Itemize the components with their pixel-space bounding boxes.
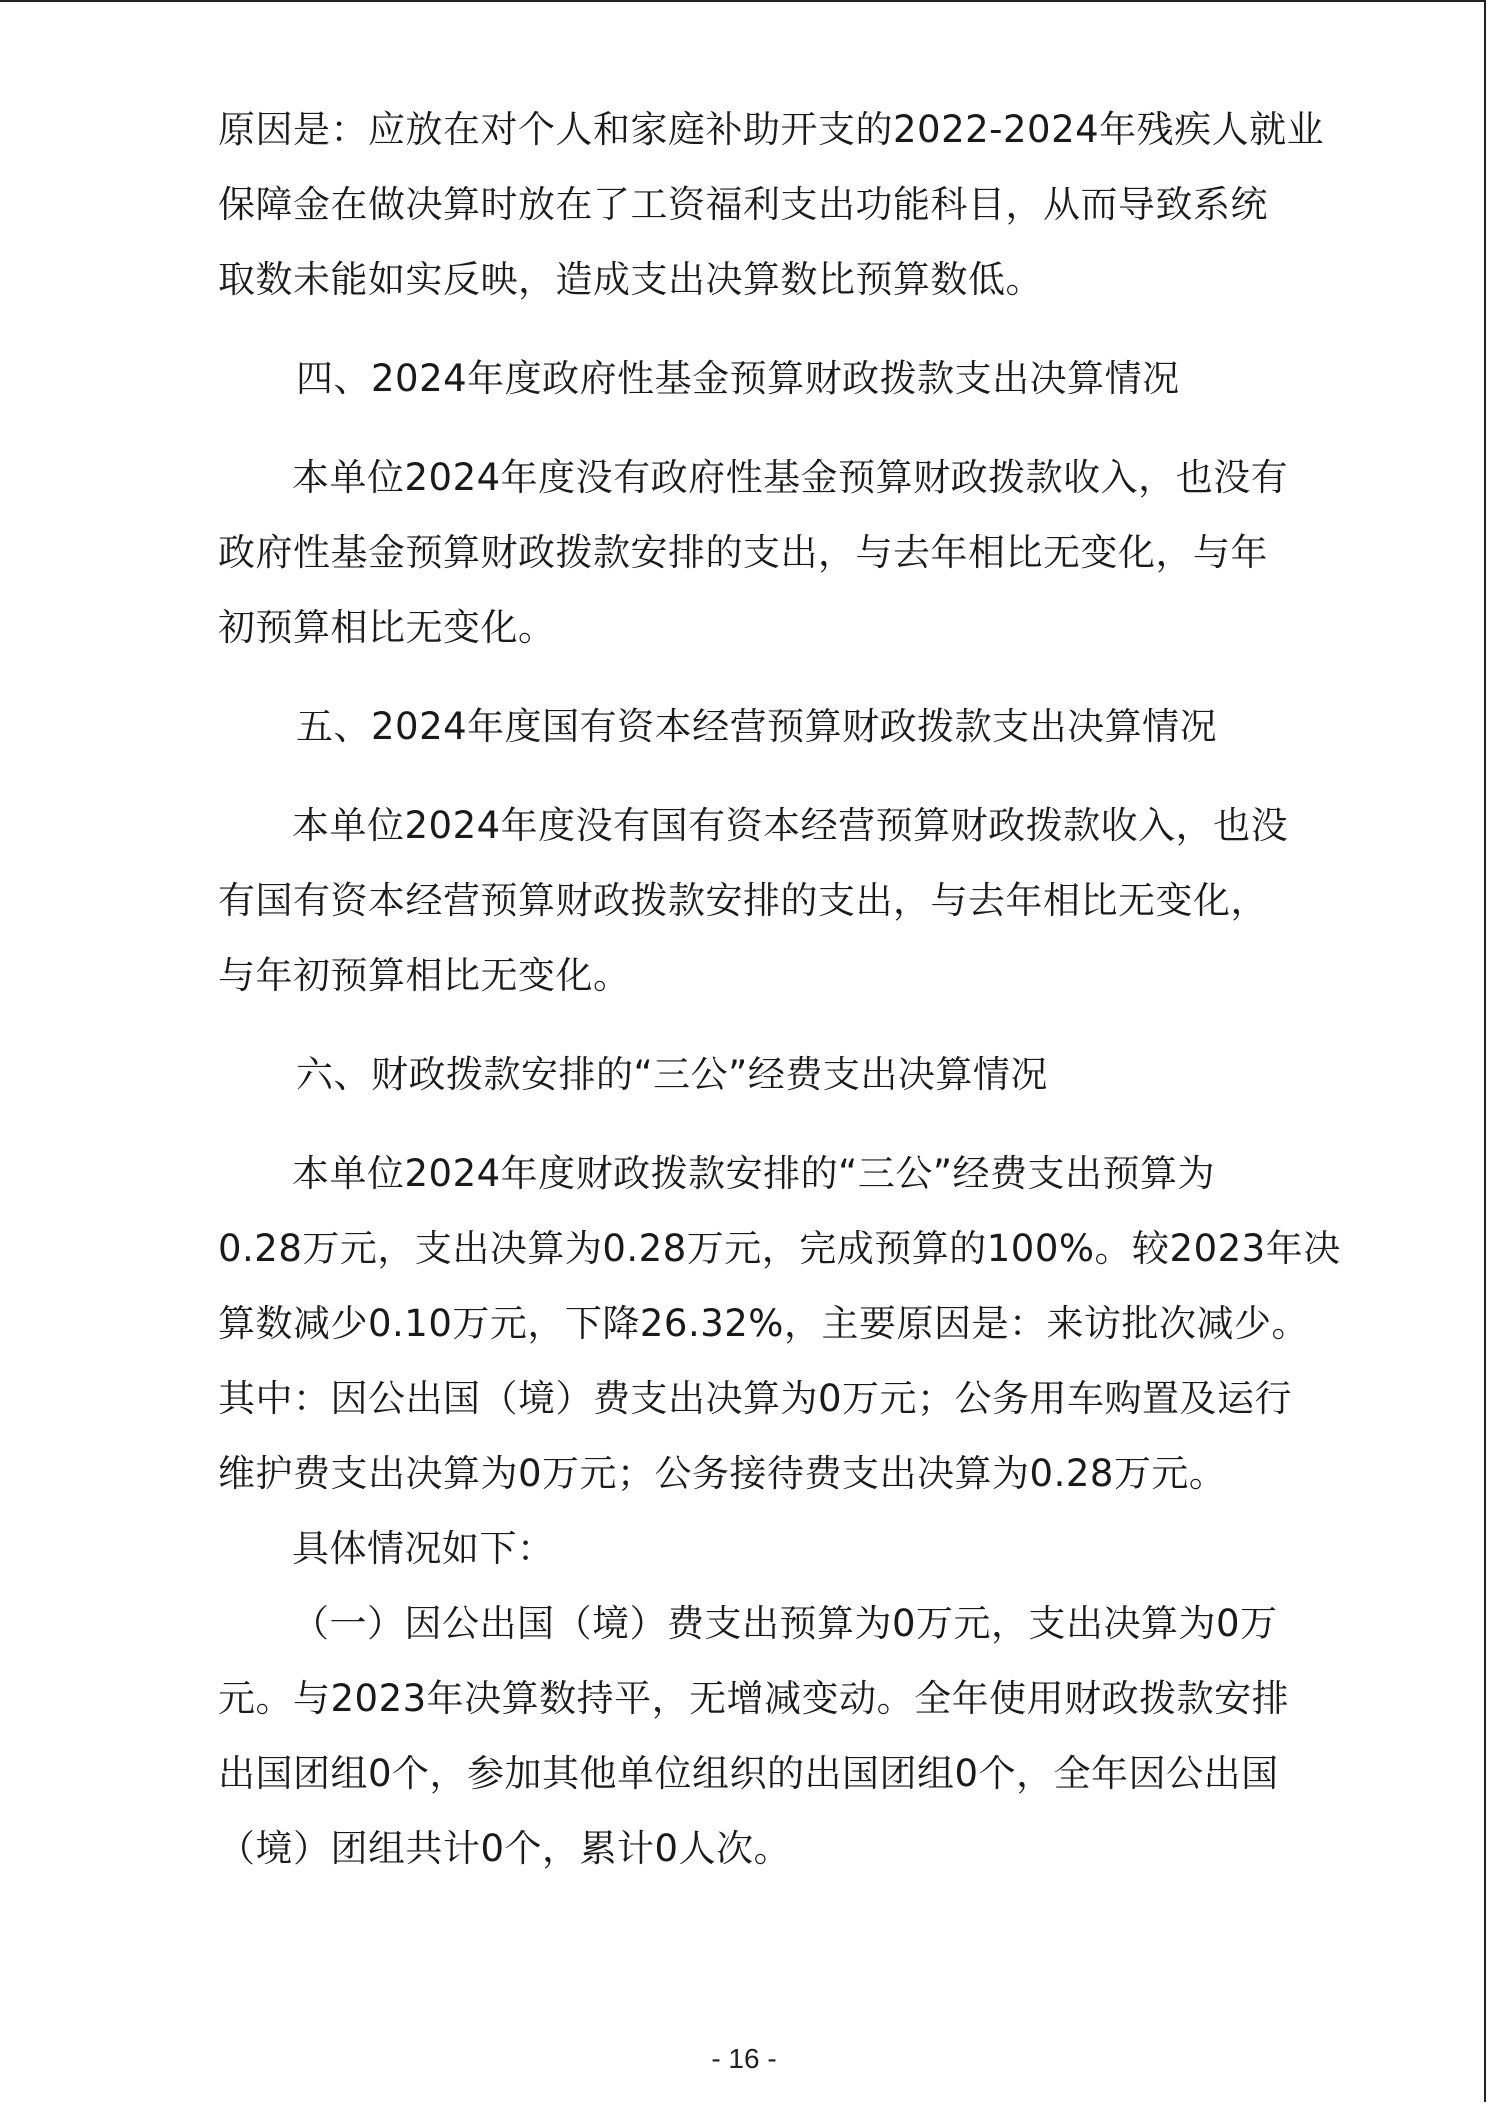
paragraph-line: 本单位2024年度财政拨款安排的“三公”经费支出预算为 — [292, 1152, 1215, 1195]
document-body — [218, 92, 1341, 1886]
paragraph-line: （境）团组共计0个，累计0人次。 — [218, 1827, 792, 1870]
section-heading-6: 六、财政拨款安排的“三公”经费支出决算情况 — [296, 1053, 1048, 1096]
paragraph-line: （一）因公出国（境）费支出预算为0万元，支出决算为0万 — [292, 1602, 1278, 1645]
paragraph-line: 本单位2024年度没有国有资本经营预算财政拨款收入，也没 — [292, 804, 1289, 847]
paragraph-line: 维护费支出决算为0万元；公务接待费支出决算为0.28万元。 — [218, 1452, 1227, 1495]
paragraph-line: 与年初预算相比无变化。 — [218, 954, 631, 997]
paragraph-line: 取数未能如实反映，造成支出决算数比预算数低。 — [218, 258, 1043, 301]
paragraph-line: 其中：因公出国（境）费支出决算为0万元；公务用车购置及运行 — [218, 1377, 1293, 1420]
paragraph-line: 保障金在做决算时放在了工资福利支出功能科目，从而导致系统 — [218, 183, 1268, 226]
paragraph-line: 初预算相比无变化。 — [218, 606, 556, 649]
paragraph-line: 具体情况如下： — [292, 1527, 555, 1570]
paragraph-line: 政府性基金预算财政拨款安排的支出，与去年相比无变化，与年 — [218, 531, 1268, 574]
paragraph-line: 原因是：应放在对个人和家庭补助开支的2022-2024年残疾人就业 — [218, 108, 1325, 151]
paragraph-line: 有国有资本经营预算财政拨款安排的支出，与去年相比无变化， — [218, 879, 1268, 922]
paragraph-line: 本单位2024年度没有政府性基金预算财政拨款收入，也没有 — [292, 456, 1289, 499]
section-heading-5: 五、2024年度国有资本经营预算财政拨款支出决算情况 — [296, 705, 1218, 748]
paragraph-line: 出国团组0个，参加其他单位组织的出国团组0个，全年因公出国 — [218, 1752, 1279, 1795]
page-number: - 16 - — [711, 2043, 777, 2074]
paragraph-line: 元。与2023年决算数持平，无增减变动。全年使用财政拨款安排 — [218, 1677, 1290, 1720]
paragraph-line: 算数减少0.10万元，下降26.32%，主要原因是：来访批次减少。 — [218, 1302, 1309, 1345]
paragraph-line: 0.28万元，支出决算为0.28万元，完成预算的100%。较2023年决 — [218, 1227, 1341, 1270]
section-heading-4: 四、2024年度政府性基金预算财政拨款支出决算情况 — [296, 357, 1180, 400]
